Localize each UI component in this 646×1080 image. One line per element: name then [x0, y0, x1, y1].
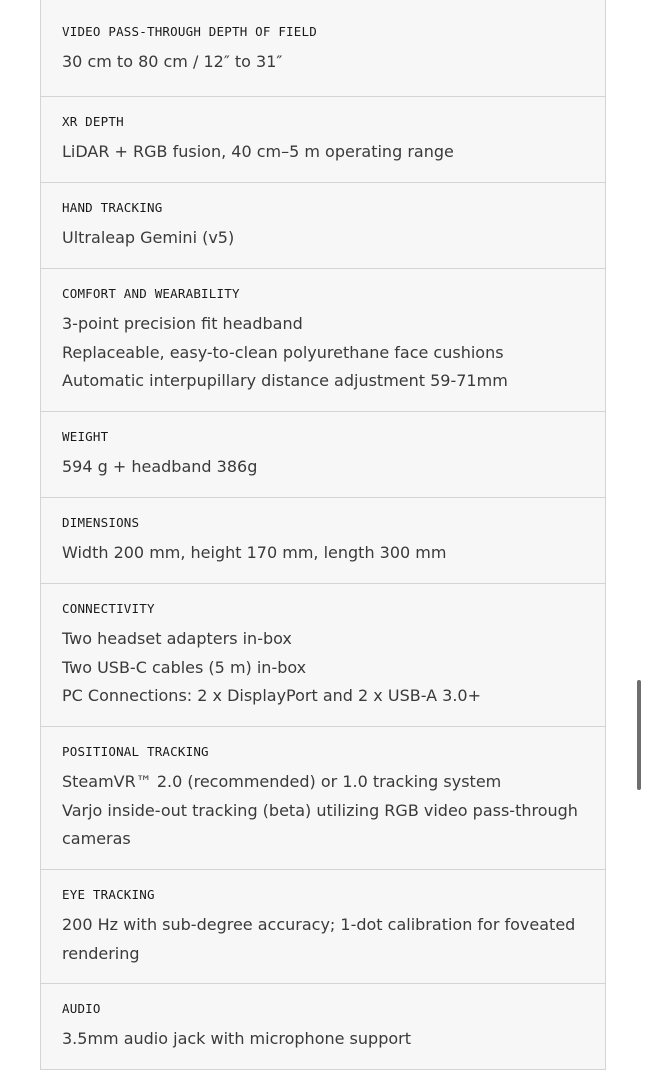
spec-value-line: Ultraleap Gemini (v5) [62, 228, 235, 247]
spec-value-line: SteamVR™ 2.0 (recommended) or 1.0 tracking system [62, 772, 502, 791]
spec-value-line: Width 200 mm, height 170 mm, length 300 mm [62, 543, 447, 562]
spec-label: COMFORT AND WEARABILITY [62, 286, 240, 301]
spec-row-audio [41, 983, 605, 1069]
spec-value-line: 200 Hz with sub-degree accuracy; 1-dot calibration for foveated rendering [62, 915, 576, 963]
scrollbar[interactable] [636, 0, 642, 1080]
spec-label: POSITIONAL TRACKING [62, 744, 209, 759]
spec-label: AUDIO [62, 1001, 101, 1016]
spec-value-line: 3-point precision fit headband [62, 314, 303, 333]
spec-label: HAND TRACKING [62, 200, 163, 215]
spec-row-eye-tracking [41, 869, 605, 983]
spec-value-line: PC Connections: 2 x DisplayPort and 2 x USB-A 3.0+ [62, 686, 482, 706]
spec-value [62, 625, 585, 711]
spec-value-line: 3.5mm audio jack with microphone support [62, 1029, 411, 1048]
spec-value [62, 138, 585, 167]
spec-value-line: 30 cm to 80 cm / 12″ to 31″ [62, 52, 283, 71]
spec-label: WEIGHT [62, 429, 109, 444]
spec-value-line: Replaceable, easy-to-clean polyurethane face cushions [62, 342, 504, 362]
spec-label: VIDEO PASS-THROUGH DEPTH OF FIELD [62, 24, 317, 39]
spec-row-weight [41, 411, 605, 497]
spec-value [62, 1025, 585, 1054]
spec-value [62, 539, 585, 568]
spec-label: DIMENSIONS [62, 515, 140, 530]
spec-value [62, 911, 585, 968]
spec-row-comfort-and-wearability [41, 268, 605, 411]
spec-row-dimensions [41, 497, 605, 583]
spec-value [62, 48, 585, 77]
specifications-table [40, 0, 606, 1070]
spec-value-line: LiDAR + RGB fusion, 40 cm–5 m operating range [62, 142, 454, 161]
spec-value-line: Varjo inside-out tracking (beta) utilizing RGB video pass-through cameras [62, 800, 578, 849]
spec-value [62, 310, 585, 396]
spec-row-video-pass-through-depth-of-field [41, 0, 605, 96]
spec-label: EYE TRACKING [62, 887, 155, 902]
spec-value-line: Automatic interpupillary distance adjustment 59-71mm [62, 371, 508, 391]
spec-row-hand-tracking [41, 182, 605, 268]
spec-label: CONNECTIVITY [62, 601, 155, 616]
spec-value-line: Two headset adapters in-box [62, 629, 292, 648]
spec-value-line: Two USB-C cables (5 m) in-box [62, 657, 307, 677]
scrollbar-thumb[interactable] [637, 680, 641, 790]
spec-row-xr-depth [41, 96, 605, 182]
spec-row-connectivity [41, 583, 605, 726]
spec-label: XR DEPTH [62, 114, 124, 129]
spec-value [62, 453, 585, 482]
spec-value [62, 224, 585, 253]
spec-value [62, 768, 585, 854]
spec-row-positional-tracking [41, 726, 605, 869]
spec-value-line: 594 g + headband 386g [62, 457, 258, 476]
